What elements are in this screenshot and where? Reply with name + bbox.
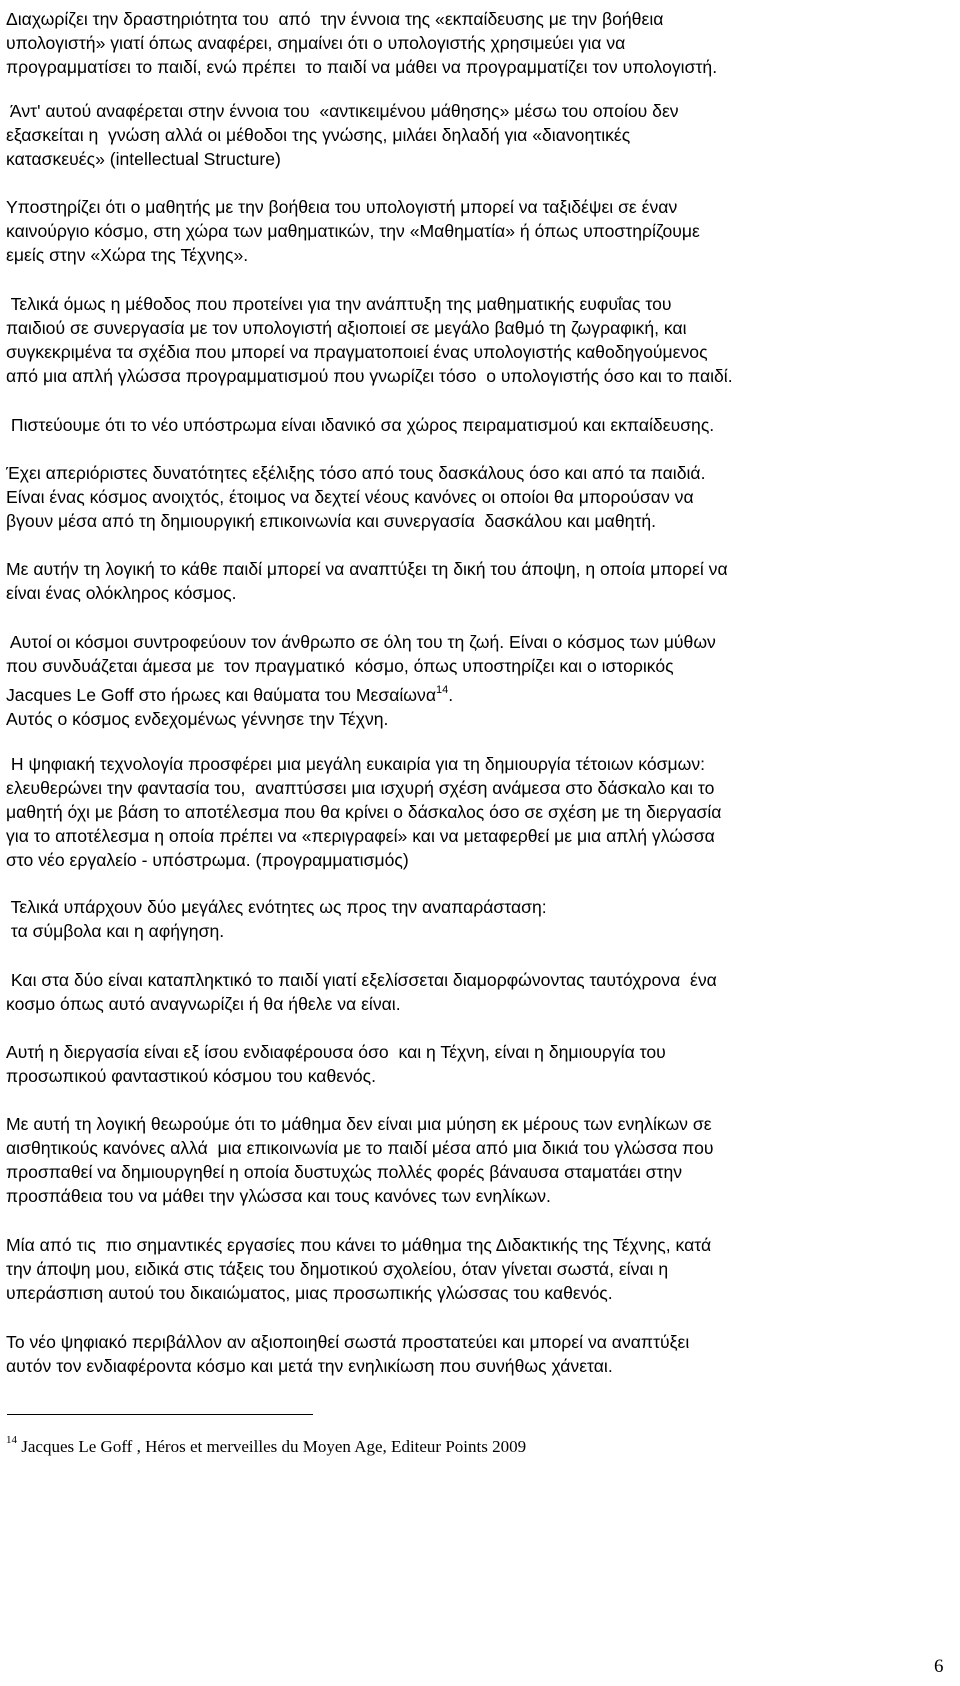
text-line [6, 678, 936, 707]
paragraph-5 [6, 413, 936, 437]
text-line: Αυτοί οι κόσμοι συντροφεύουν τον άνθρωπο σε όλη του τη ζωή. Είναι ο κόσμος των μύθων [6, 632, 716, 652]
text-line: αυτόν τον ενδιαφέροντα κόσμο και μετά την ενηλικίωση που συνήθως χάνεται. [6, 1356, 613, 1376]
footnote-text: Jacques Le Goff , Héros et merveilles du Moyen Age, Editeur Points 2009 [17, 1437, 527, 1456]
page-number: 6 [934, 1656, 944, 1677]
text-line: Μία από τις πιο σημαντικές εργασίες που κάνει το μάθημα της Διδακτικής της Τέχνης, κατά [6, 1235, 712, 1255]
text-line: Με αυτή τη λογική θεωρούμε ότι το μάθημα δεν είναι μια μύηση εκ μέρους των ενηλίκων σε [6, 1114, 712, 1134]
text-line: κοσμο όπως αυτό αναγνωρίζει ή θα ήθελε να είναι. [6, 994, 401, 1014]
paragraph-2 [6, 99, 936, 171]
text-line: αισθητικούς κανόνες αλλά μια επικοινωνία με το παιδί μέσα από μια δικιά του γλώσσα που [6, 1138, 714, 1158]
text-line: στο νέο εργαλείο - υπόστρωμα. (προγραμματισμός) [6, 850, 409, 870]
text-line: μαθητή όχι με βάση το αποτέλεσμα που θα κρίνει ο δάσκαλος όσο σε σχέση με τη διεργασία [6, 802, 722, 822]
text-line: προγραμματίσει το παιδί, ενώ πρέπει το παιδί να μάθει να προγραμματίζει τον υπολογιστή. [6, 57, 718, 77]
text-line: Άντ' αυτού αναφέρεται στην έννοια του «αντικειμένου μάθησης» μέσω του οποίου δεν [6, 101, 679, 121]
paragraph-8 [6, 630, 936, 731]
paragraph-7 [6, 557, 936, 605]
text-line: Έχει απεριόριστες δυνατότητες εξέλιξης τόσο από τους δασκάλους όσο και από τα παιδιά. [6, 463, 706, 483]
text-line: υπεράσπιση αυτού του δικαιώματος, μιας προσωπικής γλώσσας του καθενός. [6, 1283, 613, 1303]
text-line: παιδιού σε συνεργασία με τον υπολογιστή αξιοποιεί σε μεγάλο βαθμό τη ζωγραφική, και [6, 318, 687, 338]
footnote-reference: 14 [436, 684, 449, 696]
footnote-number: 14 [6, 1434, 17, 1446]
text-line: ελευθερώνει την φαντασία του, αναπτύσσει μια ισχυρή σχέση ανάμεσα στο δάσκαλο και το [6, 778, 715, 798]
text-line: Πιστεύουμε ότι το νέο υπόστρωμα είναι ιδανικό σα χώρος πειραματισμού και εκπαίδευσης. [6, 415, 715, 435]
paragraph-4 [6, 292, 936, 388]
text-line: Αυτός ο κόσμος ενδεχομένως γέννησε την Τέχνη. [6, 709, 389, 729]
paragraph-12 [6, 1040, 936, 1088]
text-line: για το αποτέλεσμα η οποία πρέπει να «περιγραφεί» και να μεταφερθεί με μια απλή γλώσσα [6, 826, 715, 846]
text-line: Είναι ένας κόσμος ανοιχτός, έτοιμος να δεχτεί νέους κανόνες οι οποίοι θα μπορούσαν να [6, 487, 694, 507]
paragraph-3 [6, 195, 936, 267]
text-line: συγκεκριμένα τα σχέδια που μπορεί να πραγματοποιεί ένας υπολογιστής καθοδηγούμενος [6, 342, 708, 362]
text-line: τα σύμβολα και η αφήγηση. [6, 921, 225, 941]
paragraph-11 [6, 968, 936, 1016]
text-line: Αυτή η διεργασία είναι εξ ίσου ενδιαφέρουσα όσο και η Τέχνη, είναι η δημιουργία του [6, 1042, 666, 1062]
text-line: προσπάθεια του να μάθει την γλώσσα και τους κανόνες των ενηλίκων. [6, 1186, 551, 1206]
paragraph-14 [6, 1233, 936, 1305]
paragraph-1 [6, 7, 936, 79]
text-line: βγουν μέσα από τη δημιουργική επικοινωνία και συνεργασία δασκάλου και μαθητή. [6, 511, 657, 531]
text-line: προσωπικού φανταστικού κόσμου του καθενός. [6, 1066, 377, 1086]
footnote-separator [7, 1414, 313, 1415]
text-line: την άποψη μου, ειδικά στις τάξεις του δημοτικού σχολείου, όταν γίνεται σωστά, είναι η [6, 1259, 669, 1279]
text-line: Με αυτήν τη λογική το κάθε παιδί μπορεί να αναπτύξει τη δική του άποψη, η οποία μπορεί να [6, 559, 728, 579]
paragraph-10 [6, 895, 936, 943]
paragraph-9 [6, 752, 936, 872]
text-line: είναι ένας ολόκληρος κόσμος. [6, 583, 237, 603]
text-line: εμείς στην «Χώρα της Τέχνης». [6, 245, 249, 265]
paragraph-6 [6, 461, 936, 533]
text-line: Τελικά υπάρχουν δύο μεγάλες ενότητες ως προς την αναπαράσταση: [6, 897, 547, 917]
paragraph-13 [6, 1112, 936, 1208]
text-line: εξασκείται η γνώση αλλά οι μέθοδοι της γνώσης, μιλάει δηλαδή για «διανοητικές [6, 125, 631, 145]
text-line: από μια απλή γλώσσα προγραμματισμού που γνωρίζει τόσο ο υπολογιστής όσο και το παιδί. [6, 366, 733, 386]
text-line: Το νέο ψηφιακό περιβάλλον αν αξιοποιηθεί σωστά προστατεύει και μπορεί να αναπτύξει [6, 1332, 690, 1352]
paragraph-15 [6, 1330, 936, 1378]
text-line: Και στα δύο είναι καταπληκτικό το παιδί γιατί εξελίσσεται διαμορφώνοντας ταυτόχρονα ένα [6, 970, 717, 990]
text-line: κατασκευές» (intellectual Structure) [6, 149, 281, 169]
text-line: καινούργιο κόσμο, στη χώρα των μαθηματικών, την «Μαθηματία» ή όπως υποστηρίζουμε [6, 221, 700, 241]
text-line: Τελικά όμως η μέθοδος που προτείνει για την ανάπτυξη της μαθηματικής ευφυΐας του [6, 294, 672, 314]
footnote [6, 1428, 526, 1459]
footnote-reference-punctuation: . [448, 685, 454, 705]
text-line: Υποστηρίζει ότι ο μαθητής με την βοήθεια του υπολογιστή μπορεί να ταξιδέψει σε έναν [6, 197, 678, 217]
text-line-content: Jacques Le Goff στο ήρωες και θαύματα του Μεσαίωνα [6, 685, 436, 705]
text-line: προσπαθεί να δημιουργηθεί η οποία δυστυχώς πολλές φορές βάναυσα σταματάει στην [6, 1162, 683, 1182]
text-line: που συνδυάζεται άμεσα με τον πραγματικό κόσμο, όπως υποστηρίζει και ο ιστορικός [6, 656, 674, 676]
text-line: υπολογιστή» γιατί όπως αναφέρει, σημαίνει ότι ο υπολογιστής χρησιμεύει για να [6, 33, 626, 53]
text-line: Διαχωρίζει την δραστηριότητα του από την έννοια της «εκπαίδευσης με την βοήθεια [6, 9, 664, 29]
text-line: Η ψηφιακή τεχνολογία προσφέρει μια μεγάλη ευκαιρία για τη δημιουργία τέτοιων κόσμων: [6, 754, 706, 774]
